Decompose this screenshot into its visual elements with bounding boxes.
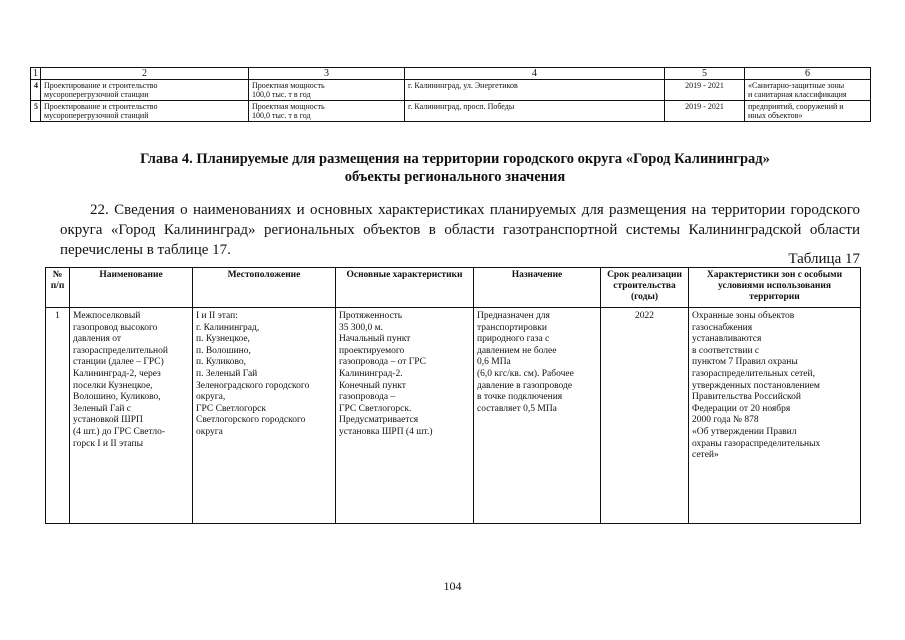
header-zones: Характеристики зон с особыми условиями использования территории: [689, 268, 861, 308]
column-number: 6: [745, 68, 871, 80]
chapter-heading: [60, 150, 850, 186]
period: 2019 - 2021: [665, 101, 745, 122]
header-num: № п/п: [46, 268, 70, 308]
object-name: Проектирование и строительство мусороперегрузочной станций: [41, 101, 249, 122]
chapter-heading-line: объекты регионального значения: [344, 169, 566, 185]
object-location: I и II этап: г. Калининград, п. Кузнецкое, п. Волошино, п. Куликово, п. Зеленый Гай Зеленоградского городского округа, ГРС Светлогорск Светлогорского городского округа: [193, 308, 336, 524]
table-row: [31, 80, 871, 101]
table-row: [31, 101, 871, 122]
object-name: Проектирование и строительство мусороперегрузочной станции: [41, 80, 249, 101]
object-zones: Охранные зоны объектов газоснабжения устанавливаются в соответствии с пунктом 7 Правил охраны газораспределительных сетей, утвержденных постановлением Правительства Российской Федерации от 20 ноября 2000 года № 878 «Об утверждении Правил охраны газораспределительных сетей»: [689, 308, 861, 524]
column-number: 3: [249, 68, 405, 80]
table-17: [45, 267, 861, 524]
location: г. Калининград, просп. Победы: [405, 101, 665, 122]
column-number: 2: [41, 68, 249, 80]
column-number: 5: [665, 68, 745, 80]
object-name: Межпоселковый газопровод высокого давления от газораспределительной станции (далее – ГРС) Калининград-2, через поселки Кузнецкое, Волошино, Куликово, Зеленый Гай с установкой ШРП (4 шт.) до ГРС Светло- горск I и II этапы: [70, 308, 193, 524]
header-name: Наименование: [70, 268, 193, 308]
table-header-row: [46, 268, 861, 308]
table-row: [46, 308, 861, 524]
zones: предприятий, сооружений и иных объектов»: [745, 101, 871, 122]
capacity: Проектная мощность 100,0 тыс. т в год: [249, 80, 405, 101]
header-characteristics: Основные характеристики: [336, 268, 474, 308]
zones: «Санитарно-защитные зоны и санитарная классификация: [745, 80, 871, 101]
capacity: Проектная мощность 100,0 тыс. т в год: [249, 101, 405, 122]
object-purpose: Предназначен для транспортировки природного газа с давлением не более 0,6 МПа (6,0 кгс/кв. см). Рабочее давление в газопроводе в точке подключения составляет 0,5 МПа: [474, 308, 601, 524]
page-number: 104: [443, 579, 462, 593]
row-number: 1: [46, 308, 70, 524]
row-number: 5: [31, 101, 41, 122]
column-number: 4: [405, 68, 665, 80]
table-caption: Таблица 17: [788, 251, 860, 267]
column-number: 1: [31, 68, 41, 80]
header-location: Местоположение: [193, 268, 336, 308]
row-number: 4: [31, 80, 41, 101]
period: 2019 - 2021: [665, 80, 745, 101]
table-header-row: [31, 68, 871, 80]
object-characteristics: Протяженность 35 300,0 м. Начальный пункт проектируемого газопровода – от ГРС Калининград-2. Конечный пункт газопровода – ГРС Светлогорск. Предусматривается установка ШРП (4 шт.): [336, 308, 474, 524]
header-period: Срок реализации строительства (годы): [601, 268, 689, 308]
chapter-heading-line: Глава 4. Планируемые для размещения на территории городского округа «Город Калининград»: [140, 151, 770, 167]
header-purpose: Назначение: [474, 268, 601, 308]
intro-paragraph: 22. Сведения о наименованиях и основных характеристиках планируемых для размещения на территории городского округа «Город Калининград» региональных объектов в области газотранспортной системы Калининградской области перечислены в таблице 17.: [60, 202, 860, 258]
continuation-table: [30, 67, 871, 122]
object-period: 2022: [601, 308, 689, 524]
location: г. Калининград, ул. Энергетиков: [405, 80, 665, 101]
